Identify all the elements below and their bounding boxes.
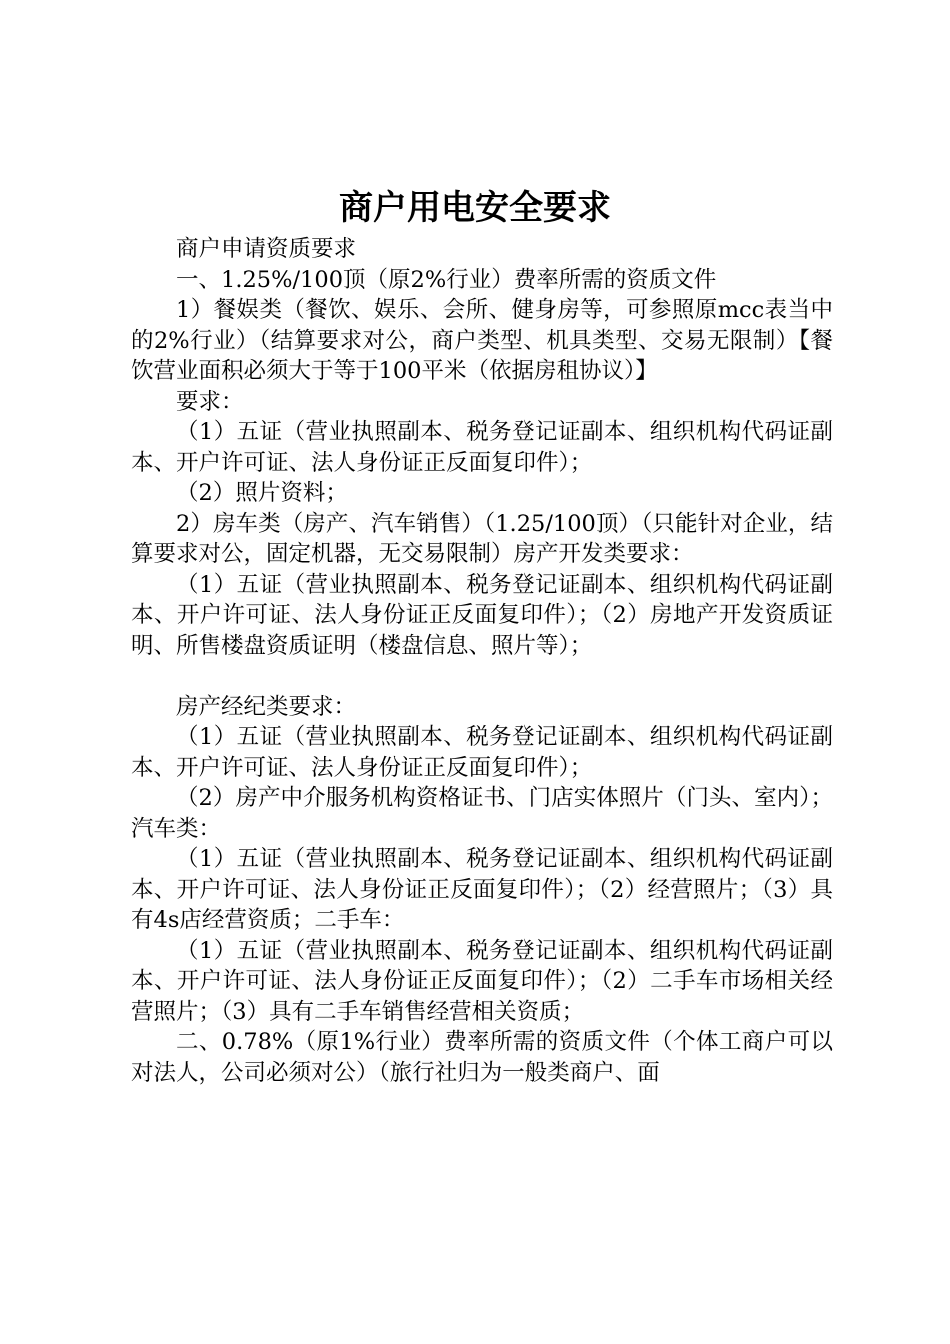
paragraph-section-one: 一、1.25%/100顶（原2%行业）费率所需的资质文件: [176, 266, 717, 293]
paragraph-auto-req: （1）五证（营业执照副本、税务登记证副本、组织机构代码证副本、开户许可证、法人身份证正反面复印件）；（2）经营照片；（3）具有4s店经营资质；二手车：: [131, 846, 833, 933]
paragraph-brokerage-agency: （2）房产中介服务机构资格证书、门店实体照片（门头、室内）；汽车类：: [131, 785, 833, 842]
paragraph-requirements-label: 要求：: [176, 388, 244, 415]
paragraph-heading-qualification: 商户申请资质要求: [176, 236, 357, 262]
paragraph-section-two: 二、0.78%（原1%行业）费率所需的资质文件（个体工商户可以对法人，公司必须对公）（旅行社归为一般类商户、面: [131, 1029, 833, 1086]
paragraph-catering: 1）餐娱类（餐饮、娱乐、会所、健身房等，可参照原mcc表当中的2%行业）（结算要求对公，商户类型、机具类型、交易无限制）【餐饮营业面积必须大于等于100平米（依据房租协议）】: [131, 297, 833, 384]
document-body: [131, 234, 833, 1088]
paragraph-real-estate-auto: 2）房车类（房产、汽车销售）（1.25/100顶）（只能针对企业，结算要求对公，固定机器，无交易限制）房产开发类要求：: [131, 510, 833, 567]
paragraph-real-estate-dev-req: （1）五证（营业执照副本、税务登记证副本、组织机构代码证副本、开户许可证、法人身份证正反面复印件）；（2）房地产开发资质证明、所售楼盘资质证明（楼盘信息、照片等）；: [131, 571, 833, 659]
paragraph-photos: （2）照片资料；: [176, 480, 348, 506]
paragraph-five-certificates: （1）五证（营业执照副本、税务登记证副本、组织机构代码证副本、开户许可证、法人身份证正反面复印件）；: [131, 419, 833, 476]
document-title: 商户用电安全要求: [339, 188, 611, 228]
paragraph-brokerage-certificates: （1）五证（营业执照副本、税务登记证副本、组织机构代码证副本、开户许可证、法人身份证正反面复印件）；: [131, 724, 833, 781]
paragraph-blank: [131, 661, 833, 692]
paragraph-used-car-req: （1）五证（营业执照副本、税务登记证副本、组织机构代码证副本、开户许可证、法人身份证正反面复印件）；（2）二手车市场相关经营照片；（3）具有二手车销售经营相关资质；: [131, 937, 833, 1025]
paragraph-brokerage-label: 房产经纪类要求：: [176, 693, 357, 720]
